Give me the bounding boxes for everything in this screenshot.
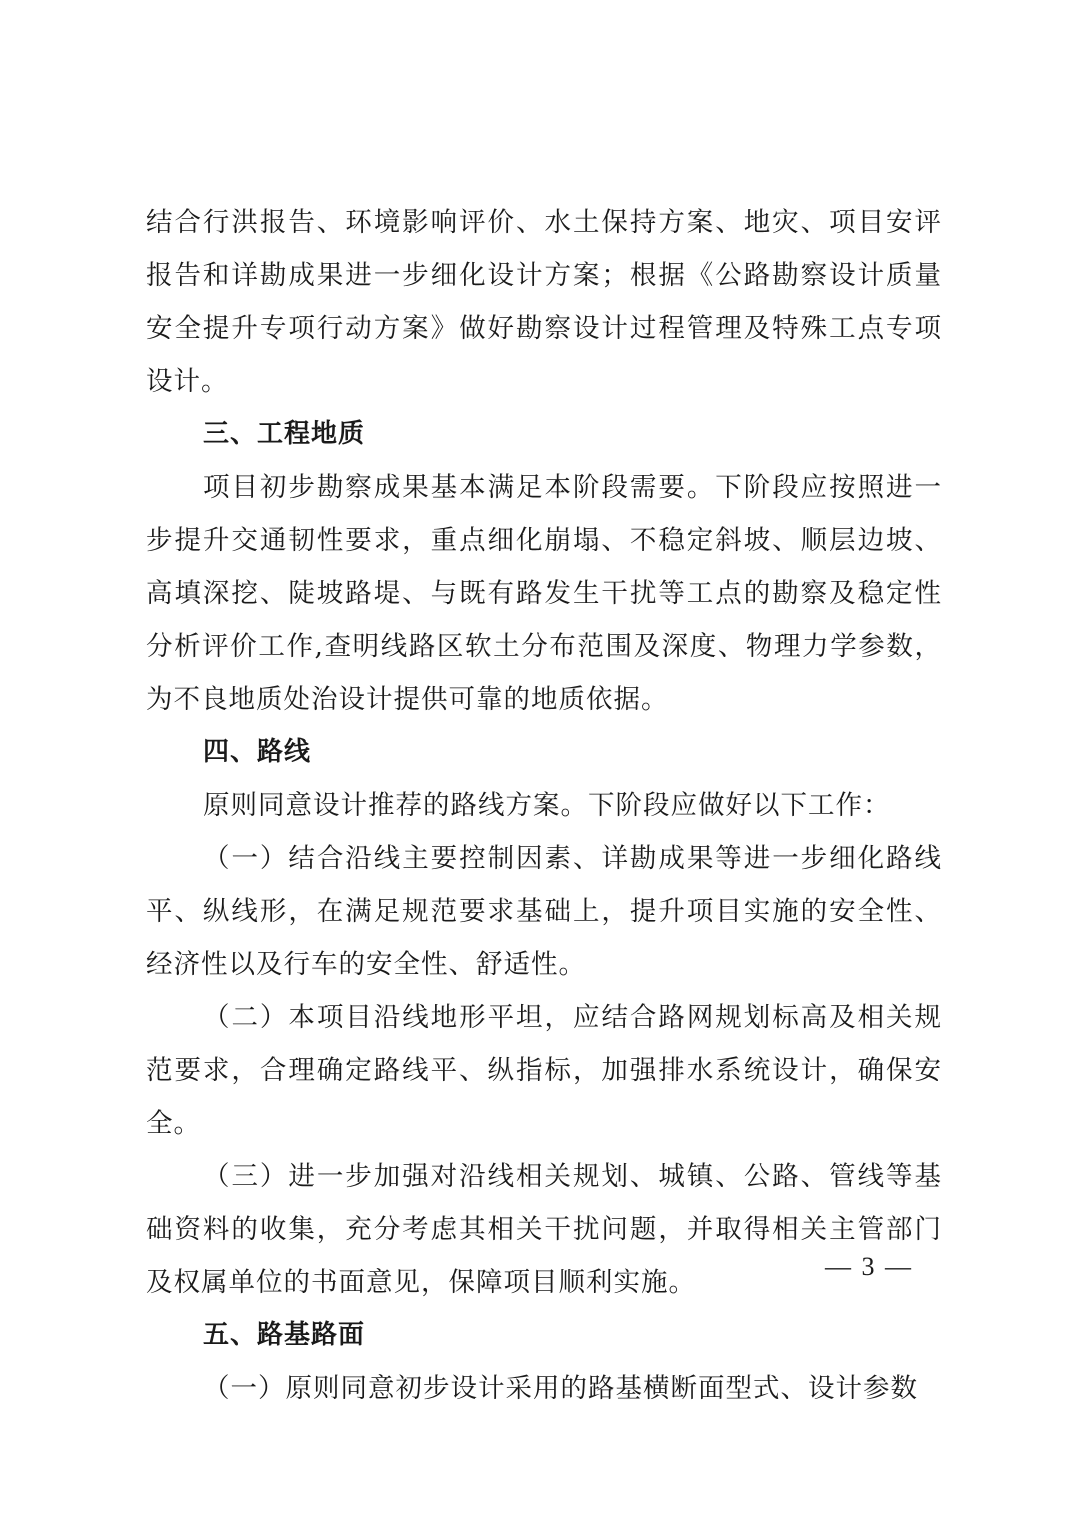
- section-heading-subgrade: 五、路基路面: [203, 1320, 366, 1350]
- section-heading-geology: 三、工程地质: [203, 419, 366, 449]
- paragraph-route-item-3: （三）进一步加强对沿线相关规划、城镇、公路、管线等基础资料的收集，充分考虑其相关干扰问题，并取得相关主管部门及权属单位的书面意见，保障项目顺利实施。: [146, 1161, 942, 1298]
- paragraph-route-item-2: （二）本项目沿线地形平坦，应结合路网规划标高及相关规范要求，合理确定路线平、纵指标，加强排水系统设计，确保安全。: [146, 1002, 942, 1139]
- paragraph-geology: 项目初步勘察成果基本满足本阶段需要。下阶段应按照进一步提升交通韧性要求，重点细化崩塌、不稳定斜坡、顺层边坡、高填深挖、陡坡路堤、与既有路发生干扰等工点的勘察及稳定性分析评价工作,查明线路区软土分布范围及深度、物理力学参数，为不良地质处治设计提供可靠的地质依据。: [146, 472, 942, 715]
- page-number: — 3 —: [825, 1252, 913, 1281]
- paragraph-continuation: 结合行洪报告、环境影响评价、水土保持方案、地灾、项目安评报告和详勘成果进一步细化设计方案；根据《公路勘察设计质量安全提升专项行动方案》做好勘察设计过程管理及特殊工点专项设计。: [146, 207, 942, 397]
- document-body: [146, 196, 942, 1415]
- paragraph-route-intro: 原则同意设计推荐的路线方案。下阶段应做好以下工作：: [203, 790, 891, 821]
- paragraph-route-item-1: （一）结合沿线主要控制因素、详勘成果等进一步细化路线平、纵线形，在满足规范要求基础上，提升项目实施的安全性、经济性以及行车的安全性、舒适性。: [146, 843, 942, 980]
- section-heading-route: 四、路线: [203, 737, 312, 767]
- paragraph-subgrade-item-1: （一）原则同意初步设计采用的路基横断面型式、设计参数: [203, 1373, 918, 1404]
